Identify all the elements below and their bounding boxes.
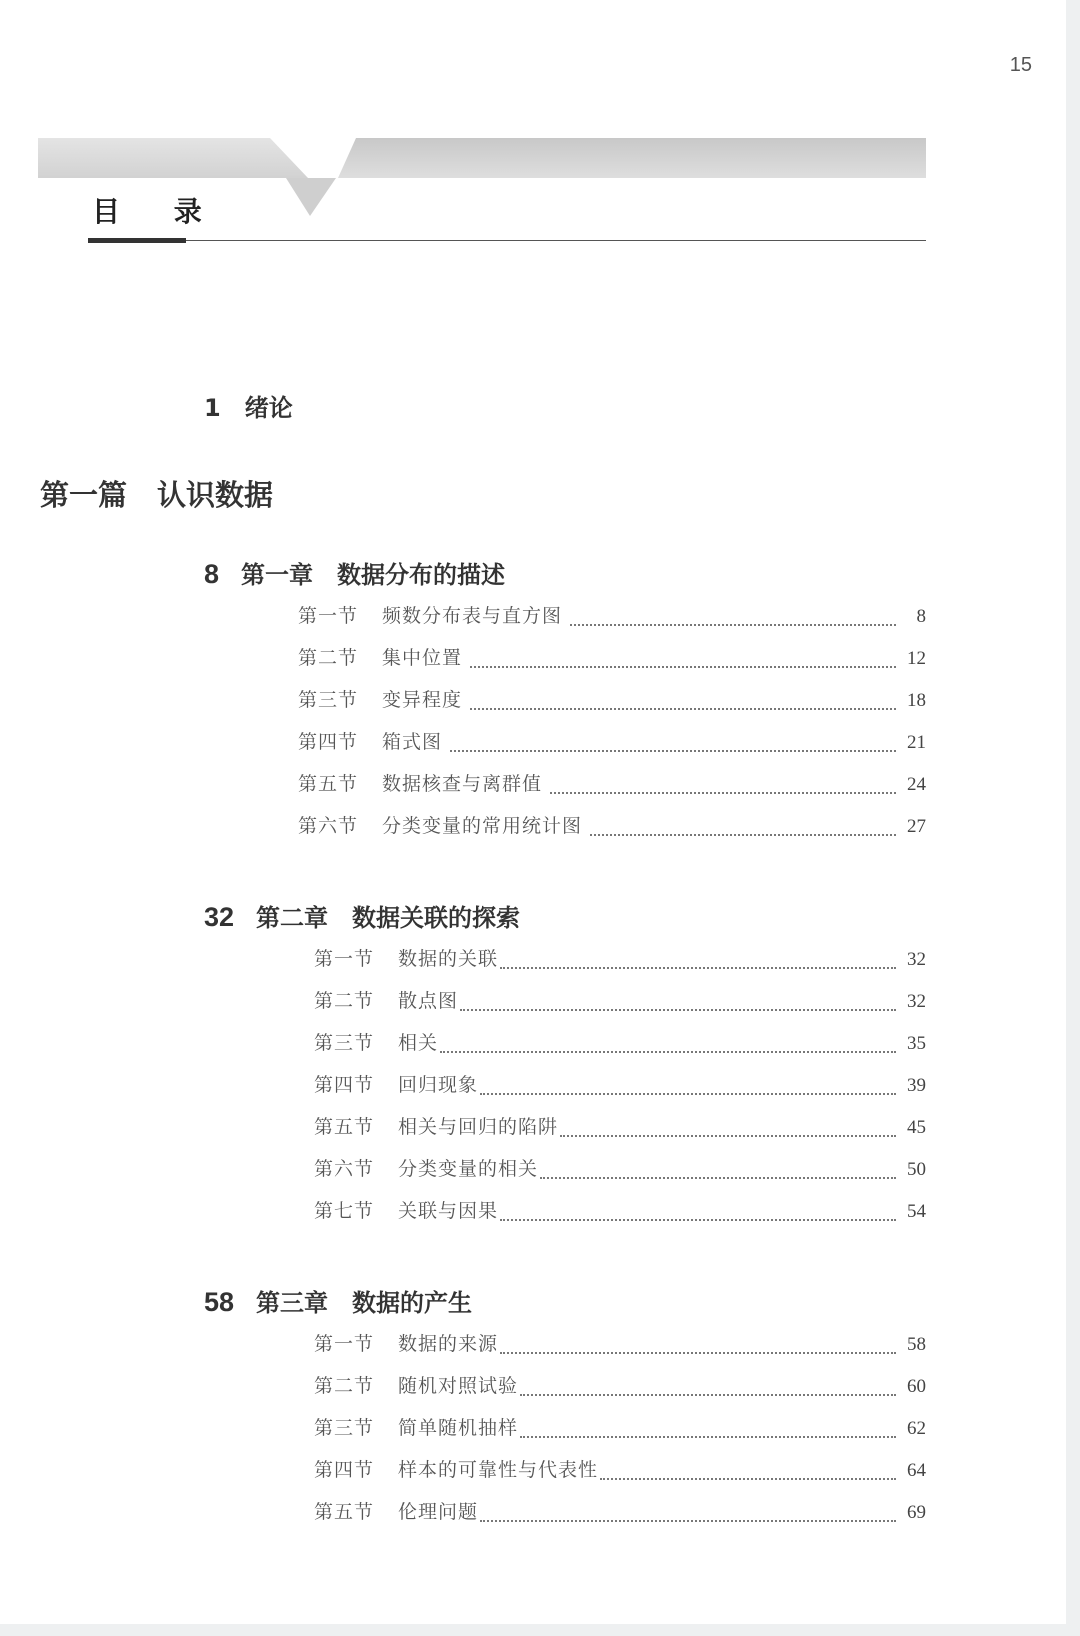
section-page: 45	[907, 1117, 926, 1138]
section-page: 27	[907, 816, 926, 837]
intro-page: 1	[204, 394, 221, 422]
dot-leader	[560, 1135, 896, 1137]
part-label: 第一篇	[40, 478, 128, 512]
section-page: 54	[907, 1201, 926, 1222]
section-label: 第五节	[314, 1501, 375, 1523]
dot-leader	[480, 1520, 896, 1522]
section-title: 分类变量的常用统计图	[382, 815, 583, 837]
section-label: 第三节	[314, 1032, 375, 1054]
toc-entry[interactable]	[298, 686, 926, 728]
toc-entry[interactable]	[314, 1155, 926, 1197]
section-title: 相关	[398, 1032, 439, 1054]
toc-title: 目 录	[92, 195, 224, 228]
section-label: 第三节	[314, 1417, 375, 1439]
dot-leader	[450, 750, 896, 752]
chapter-1	[204, 558, 926, 854]
title-underline-accent	[88, 238, 186, 243]
section-list	[204, 1330, 926, 1540]
section-title: 样本的可靠性与代表性	[398, 1459, 599, 1481]
section-label: 第五节	[314, 1116, 375, 1138]
toc-entry[interactable]	[298, 770, 926, 812]
toc-entry[interactable]	[314, 1071, 926, 1113]
section-label: 第二节	[314, 990, 375, 1012]
section-page: 8	[916, 606, 926, 627]
toc-entry[interactable]	[314, 1113, 926, 1155]
section-label: 第五节	[298, 773, 359, 795]
chapter-page: 58	[204, 1287, 235, 1317]
part-heading	[40, 473, 273, 514]
section-title: 回归现象	[398, 1074, 479, 1096]
toc-entry[interactable]	[314, 1197, 926, 1239]
section-label: 第四节	[314, 1074, 375, 1096]
section-label: 第三节	[298, 689, 359, 711]
section-page: 62	[907, 1418, 926, 1439]
section-page: 24	[907, 774, 926, 795]
dot-leader	[500, 1352, 896, 1354]
part-title: 认识数据	[157, 478, 274, 512]
section-title: 简单随机抽样	[398, 1417, 519, 1439]
section-title: 伦理问题	[398, 1501, 479, 1523]
section-label: 第六节	[298, 815, 359, 837]
section-label: 第六节	[314, 1158, 375, 1180]
intro-title: 绪论	[244, 394, 293, 422]
toc-entry[interactable]	[314, 1029, 926, 1071]
section-title: 数据的关联	[398, 948, 499, 970]
toc-entry[interactable]	[314, 1498, 926, 1540]
toc-entry[interactable]	[314, 1372, 926, 1414]
dot-leader	[540, 1177, 896, 1179]
section-title: 散点图	[398, 990, 459, 1012]
section-page: 60	[907, 1376, 926, 1397]
toc-entry[interactable]	[314, 945, 926, 987]
section-page: 35	[907, 1033, 926, 1054]
intro-entry[interactable]	[204, 388, 293, 423]
section-page: 12	[907, 648, 926, 669]
section-label: 第二节	[314, 1375, 375, 1397]
chapter-page: 8	[204, 559, 220, 589]
header-banner	[38, 138, 926, 183]
chapter-3	[204, 1286, 926, 1540]
chapter-heading[interactable]	[204, 1286, 926, 1330]
chapter-label: 第三章	[256, 1289, 329, 1317]
dot-leader	[550, 792, 896, 794]
toc-entry[interactable]	[314, 1414, 926, 1456]
page-number: 15	[1009, 54, 1032, 76]
section-page: 69	[907, 1502, 926, 1523]
section-title: 频数分布表与直方图	[382, 605, 563, 627]
toc-entry[interactable]	[298, 644, 926, 686]
section-title: 关联与因果	[398, 1200, 499, 1222]
chapter-page: 32	[204, 902, 235, 932]
chapter-heading[interactable]	[204, 558, 926, 602]
dot-leader	[470, 666, 896, 668]
chapter-label: 第一章	[241, 561, 314, 589]
dot-leader	[500, 967, 896, 969]
section-title: 数据的来源	[398, 1333, 499, 1355]
chapter-2	[204, 901, 926, 1239]
section-label: 第一节	[298, 605, 359, 627]
section-page: 21	[907, 732, 926, 753]
section-title: 随机对照试验	[398, 1375, 519, 1397]
section-page: 32	[907, 949, 926, 970]
banner-triangle	[286, 178, 336, 216]
banner-right-band	[338, 138, 926, 178]
toc-entry[interactable]	[298, 728, 926, 770]
dot-leader	[500, 1219, 896, 1221]
section-page: 39	[907, 1075, 926, 1096]
dot-leader	[520, 1394, 896, 1396]
section-label: 第二节	[298, 647, 359, 669]
section-title: 箱式图	[382, 731, 443, 753]
section-label: 第四节	[298, 731, 359, 753]
toc-entry[interactable]	[298, 812, 926, 854]
chapter-title: 数据关联的探索	[352, 904, 521, 932]
chapter-title: 数据的产生	[352, 1289, 473, 1317]
section-page: 64	[907, 1460, 926, 1481]
dot-leader	[460, 1009, 896, 1011]
section-page: 18	[907, 690, 926, 711]
section-list	[204, 945, 926, 1239]
section-title: 相关与回归的陷阱	[398, 1116, 559, 1138]
dot-leader	[590, 834, 896, 836]
toc-entry[interactable]	[314, 1330, 926, 1372]
section-title: 集中位置	[382, 647, 463, 669]
toc-entry[interactable]	[298, 602, 926, 644]
section-label: 第一节	[314, 948, 375, 970]
section-title: 变异程度	[382, 689, 463, 711]
banner-left-band	[38, 138, 308, 178]
section-label: 第一节	[314, 1333, 375, 1355]
section-label: 第七节	[314, 1200, 375, 1222]
dot-leader	[570, 624, 896, 626]
section-title: 分类变量的相关	[398, 1158, 539, 1180]
toc-entry[interactable]	[314, 1456, 926, 1498]
dot-leader	[440, 1051, 896, 1053]
chapter-title: 数据分布的描述	[337, 561, 506, 589]
section-list	[204, 602, 926, 854]
section-page: 58	[907, 1334, 926, 1355]
section-page: 32	[907, 991, 926, 1012]
section-title: 数据核查与离群值	[382, 773, 543, 795]
title-rule	[186, 240, 926, 241]
section-label: 第四节	[314, 1459, 375, 1481]
dot-leader	[600, 1478, 896, 1480]
chapter-heading[interactable]	[204, 901, 926, 945]
dot-leader	[480, 1093, 896, 1095]
dot-leader	[520, 1436, 896, 1438]
dot-leader	[470, 708, 896, 710]
section-page: 50	[907, 1159, 926, 1180]
toc-entry[interactable]	[314, 987, 926, 1029]
chapter-label: 第二章	[256, 904, 329, 932]
